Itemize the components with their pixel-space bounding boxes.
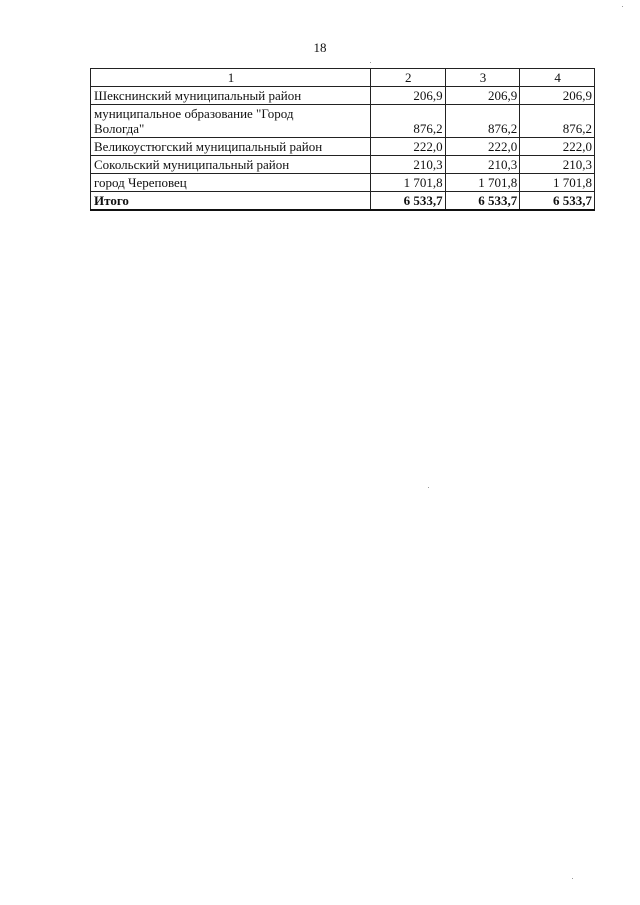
row-value: 206,9	[445, 87, 520, 105]
total-label: Итого	[91, 192, 371, 211]
page-number: 18	[313, 40, 327, 55]
scan-speck	[622, 6, 623, 7]
row-value: 222,0	[520, 138, 595, 156]
column-header-3: 3	[445, 69, 520, 87]
row-name: муниципальное образование "Город Вологда"	[91, 105, 371, 138]
total-row	[91, 192, 595, 211]
row-value: 210,3	[445, 156, 520, 174]
row-value: 210,3	[370, 156, 445, 174]
column-header-2: 2	[370, 69, 445, 87]
row-value: 1 701,8	[445, 174, 520, 192]
table-row	[91, 174, 595, 192]
row-value: 1 701,8	[370, 174, 445, 192]
row-value: 206,9	[520, 87, 595, 105]
row-value: 1 701,8	[520, 174, 595, 192]
header-row	[91, 69, 595, 87]
total-value: 6 533,7	[445, 192, 520, 211]
row-value: 876,2	[370, 105, 445, 138]
scan-speck	[370, 62, 371, 63]
row-value: 876,2	[520, 105, 595, 138]
scan-speck	[572, 878, 573, 879]
row-name: город Череповец	[91, 174, 371, 192]
row-name: Шекснинский муниципальный район	[91, 87, 371, 105]
row-value: 206,9	[370, 87, 445, 105]
table-row	[91, 138, 595, 156]
row-value: 222,0	[445, 138, 520, 156]
column-header-1: 1	[91, 69, 371, 87]
row-name: Великоустюгский муниципальный район	[91, 138, 371, 156]
column-header-4: 4	[520, 69, 595, 87]
row-value: 222,0	[370, 138, 445, 156]
scan-speck	[428, 487, 429, 488]
table-row	[91, 87, 595, 105]
row-value: 210,3	[520, 156, 595, 174]
total-value: 6 533,7	[370, 192, 445, 211]
row-name: Сокольский муниципальный район	[91, 156, 371, 174]
row-value: 876,2	[445, 105, 520, 138]
table-row	[91, 156, 595, 174]
data-table	[90, 68, 595, 211]
table-row	[91, 105, 595, 138]
total-value: 6 533,7	[520, 192, 595, 211]
